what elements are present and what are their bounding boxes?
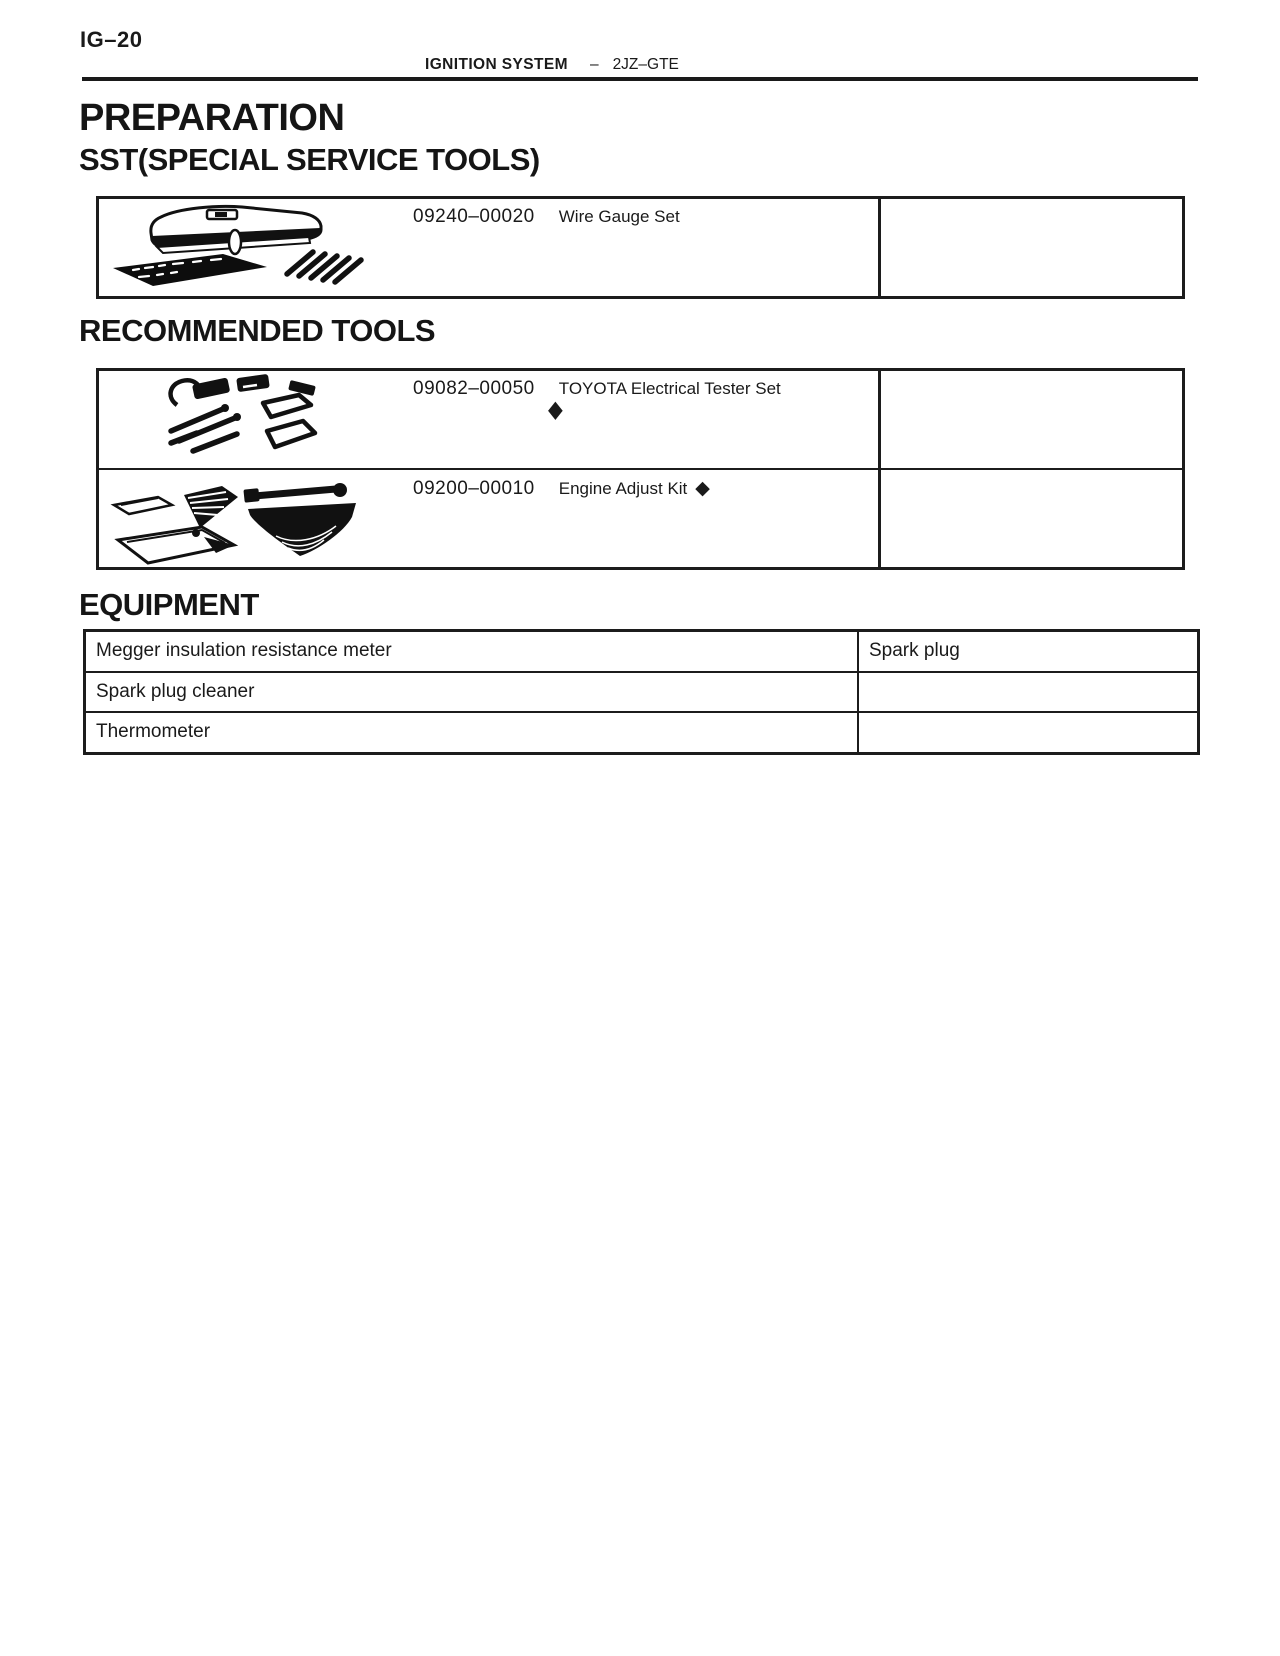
equipment-item: Spark plug cleaner xyxy=(86,673,859,712)
diamond-marker-icon: ◆ xyxy=(548,396,563,423)
tool-entry xyxy=(413,206,680,228)
table-row xyxy=(86,713,1197,752)
table-row xyxy=(99,470,1182,568)
tool-name: Wire Gauge Set xyxy=(558,207,680,226)
page-header xyxy=(425,56,679,74)
sst-heading: SST(SPECIAL SERVICE TOOLS) xyxy=(79,142,540,177)
part-number: 09082–00050 xyxy=(413,378,535,399)
tool-name: Engine Adjust Kit xyxy=(558,479,688,498)
table-row xyxy=(86,673,1197,714)
preparation-heading: PREPARATION xyxy=(79,97,345,139)
equipment-item xyxy=(859,713,1197,752)
recommended-tools-heading: RECOMMENDED TOOLS xyxy=(79,313,436,348)
header-section-title: IGNITION SYSTEM xyxy=(425,56,568,73)
header-rule-divider xyxy=(82,77,1198,81)
part-number: 09200–00010 xyxy=(413,478,535,499)
equipment-item: Thermometer xyxy=(86,713,859,752)
equipment-heading: EQUIPMENT xyxy=(79,587,259,622)
table-column-divider xyxy=(878,199,881,296)
electrical-tester-set-illustration xyxy=(163,373,335,467)
equipment-table xyxy=(83,629,1200,755)
tool-entry xyxy=(413,378,781,400)
equipment-item: Spark plug xyxy=(869,640,960,661)
table-row xyxy=(99,199,1182,296)
part-number: 09240–00020 xyxy=(413,206,535,227)
equipment-item: Megger insulation resistance meter xyxy=(86,632,859,671)
engine-adjust-kit-illustration xyxy=(104,482,376,566)
page-number: IG–20 xyxy=(80,27,143,52)
table-row xyxy=(86,632,1197,673)
tool-entry xyxy=(413,477,710,500)
table-row xyxy=(99,371,1182,470)
diamond-marker-icon: ◆ xyxy=(695,478,710,499)
wire-gauge-set-illustration xyxy=(105,202,379,292)
header-engine-code: 2JZ–GTE xyxy=(612,56,679,73)
tool-name: TOYOTA Electrical Tester Set xyxy=(558,379,781,398)
equipment-item xyxy=(859,673,1197,712)
table-column-divider xyxy=(878,371,881,567)
sst-table xyxy=(96,196,1185,299)
header-separator: – xyxy=(589,56,599,73)
recommended-tools-table xyxy=(96,368,1185,570)
